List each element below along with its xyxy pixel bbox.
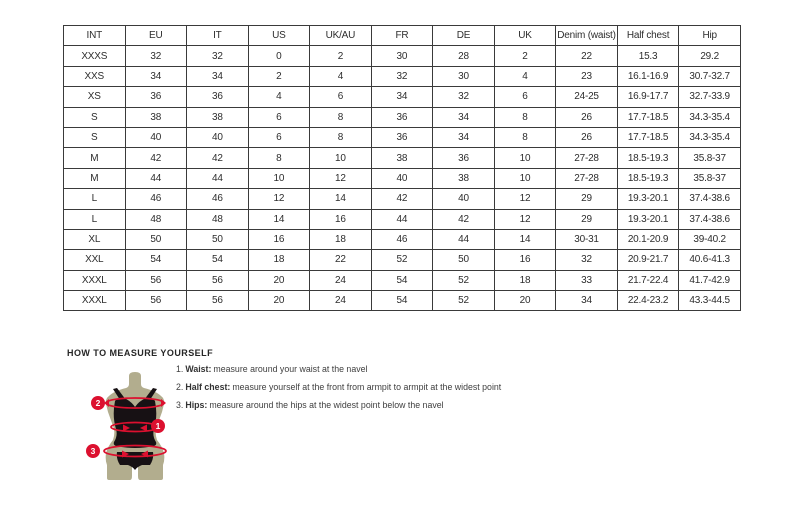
table-cell: 10 bbox=[494, 168, 556, 188]
table-cell: S bbox=[64, 107, 126, 127]
svg-text:3: 3 bbox=[90, 446, 96, 457]
table-cell: 30 bbox=[371, 46, 433, 66]
column-header: UK/AU bbox=[310, 26, 372, 46]
table-cell: 34.3-35.4 bbox=[679, 107, 741, 127]
table-cell: 20 bbox=[248, 270, 310, 290]
table-cell: 40 bbox=[125, 127, 187, 147]
table-cell: 56 bbox=[187, 270, 249, 290]
table-cell: 30 bbox=[433, 66, 495, 86]
table-cell: 2 bbox=[310, 46, 372, 66]
svg-text:2: 2 bbox=[95, 398, 101, 409]
table-row bbox=[64, 229, 741, 249]
table-cell: 32 bbox=[556, 250, 618, 270]
item-text: measure around the hips at the widest point below the navel bbox=[209, 400, 444, 411]
table-cell: 38 bbox=[187, 107, 249, 127]
column-header: Half chest bbox=[617, 26, 679, 46]
table-row bbox=[64, 168, 741, 188]
table-cell: 6 bbox=[248, 107, 310, 127]
column-header: Hip bbox=[679, 26, 741, 46]
table-cell: 39-40.2 bbox=[679, 229, 741, 249]
table-row bbox=[64, 291, 741, 311]
table-cell: 26 bbox=[556, 107, 618, 127]
table-cell: 32 bbox=[125, 46, 187, 66]
table-cell: 16.1-16.9 bbox=[617, 66, 679, 86]
column-header: Denim (waist) bbox=[556, 26, 618, 46]
table-cell: 20 bbox=[248, 291, 310, 311]
column-header: DE bbox=[433, 26, 495, 46]
table-cell: 17.7-18.5 bbox=[617, 107, 679, 127]
list-item bbox=[176, 382, 736, 392]
table-cell: 27-28 bbox=[556, 168, 618, 188]
table-cell: 34 bbox=[371, 87, 433, 107]
table-row bbox=[64, 107, 741, 127]
table-cell: 54 bbox=[187, 250, 249, 270]
table-cell: 16 bbox=[248, 229, 310, 249]
table-cell: 33 bbox=[556, 270, 618, 290]
table-cell: 42 bbox=[433, 209, 495, 229]
item-text: measure yourself at the front from armpit to armpit at the widest point bbox=[232, 382, 502, 393]
table-cell: 21.7-22.4 bbox=[617, 270, 679, 290]
table-row bbox=[64, 46, 741, 66]
table-cell: 56 bbox=[125, 291, 187, 311]
list-item bbox=[176, 364, 736, 374]
table-cell: 22 bbox=[556, 46, 618, 66]
column-header: EU bbox=[125, 26, 187, 46]
table-cell: L bbox=[64, 209, 126, 229]
table-cell: 44 bbox=[187, 168, 249, 188]
table-cell: 15.3 bbox=[617, 46, 679, 66]
table-cell: 10 bbox=[494, 148, 556, 168]
table-cell: 22 bbox=[310, 250, 372, 270]
table-cell: 20.9-21.7 bbox=[617, 250, 679, 270]
svg-text:1: 1 bbox=[155, 421, 161, 432]
table-cell: 30.7-32.7 bbox=[679, 66, 741, 86]
table-cell: 50 bbox=[187, 229, 249, 249]
measure-instructions bbox=[176, 364, 736, 419]
item-number: 3. bbox=[176, 400, 184, 411]
table-cell: 52 bbox=[433, 291, 495, 311]
item-term: Hips: bbox=[185, 400, 208, 411]
table-cell: 38 bbox=[125, 107, 187, 127]
table-cell: 20.1-20.9 bbox=[617, 229, 679, 249]
table-cell: 38 bbox=[433, 168, 495, 188]
table-cell: 19.3-20.1 bbox=[617, 189, 679, 209]
table-cell: 24-25 bbox=[556, 87, 618, 107]
table-cell: 8 bbox=[310, 107, 372, 127]
table-cell: 35.8-37 bbox=[679, 148, 741, 168]
table-row bbox=[64, 209, 741, 229]
table-cell: 42 bbox=[187, 148, 249, 168]
table-cell: 22.4-23.2 bbox=[617, 291, 679, 311]
table-cell: 16 bbox=[310, 209, 372, 229]
table-cell: 2 bbox=[494, 46, 556, 66]
table-cell: 29 bbox=[556, 189, 618, 209]
table-cell: 44 bbox=[371, 209, 433, 229]
measure-section-title: HOW TO MEASURE YOURSELF bbox=[67, 348, 214, 358]
table-cell: 27-28 bbox=[556, 148, 618, 168]
table-cell: 6 bbox=[494, 87, 556, 107]
table-cell: 28 bbox=[433, 46, 495, 66]
table-cell: 32 bbox=[187, 46, 249, 66]
table-cell: 34 bbox=[556, 291, 618, 311]
table-cell: 0 bbox=[248, 46, 310, 66]
table-cell: 46 bbox=[125, 189, 187, 209]
table-cell: 10 bbox=[310, 148, 372, 168]
table-cell: 26 bbox=[556, 127, 618, 147]
badge-waist bbox=[151, 419, 165, 433]
table-cell: XL bbox=[64, 229, 126, 249]
table-cell: 40.6-41.3 bbox=[679, 250, 741, 270]
table-cell: 41.7-42.9 bbox=[679, 270, 741, 290]
table-cell: 32.7-33.9 bbox=[679, 87, 741, 107]
table-cell: 2 bbox=[248, 66, 310, 86]
item-text: measure around your waist at the navel bbox=[213, 364, 368, 374]
table-cell: 34.3-35.4 bbox=[679, 127, 741, 147]
table-cell: 52 bbox=[433, 270, 495, 290]
table-cell: 50 bbox=[125, 229, 187, 249]
table-cell: 4 bbox=[310, 66, 372, 86]
table-row bbox=[64, 148, 741, 168]
table-cell: 34 bbox=[125, 66, 187, 86]
table-cell: 18.5-19.3 bbox=[617, 168, 679, 188]
table-cell: XXL bbox=[64, 250, 126, 270]
table-cell: 12 bbox=[494, 189, 556, 209]
table-cell: 14 bbox=[248, 209, 310, 229]
table-cell: 56 bbox=[125, 270, 187, 290]
table-cell: M bbox=[64, 148, 126, 168]
table-cell: 6 bbox=[310, 87, 372, 107]
table-cell: 34 bbox=[187, 66, 249, 86]
table-cell: XXXL bbox=[64, 270, 126, 290]
table-cell: 18 bbox=[494, 270, 556, 290]
table-cell: 16.9-17.7 bbox=[617, 87, 679, 107]
table-row bbox=[64, 87, 741, 107]
table-cell: XS bbox=[64, 87, 126, 107]
badge-hips bbox=[86, 444, 100, 458]
table-cell: 48 bbox=[125, 209, 187, 229]
table-cell: 30-31 bbox=[556, 229, 618, 249]
column-header: FR bbox=[371, 26, 433, 46]
table-cell: 36 bbox=[125, 87, 187, 107]
table-row bbox=[64, 270, 741, 290]
table-cell: 19.3-20.1 bbox=[617, 209, 679, 229]
table-cell: 24 bbox=[310, 291, 372, 311]
list-item bbox=[176, 400, 736, 410]
badge-chest bbox=[91, 396, 105, 410]
size-conversion-table bbox=[63, 25, 741, 311]
table-cell: 37.4-38.6 bbox=[679, 189, 741, 209]
table-cell: 40 bbox=[187, 127, 249, 147]
item-term: Waist: bbox=[185, 364, 212, 374]
table-cell: 10 bbox=[248, 168, 310, 188]
table-cell: 4 bbox=[494, 66, 556, 86]
table-cell: 34 bbox=[433, 127, 495, 147]
table-cell: 14 bbox=[494, 229, 556, 249]
table-cell: 18.5-19.3 bbox=[617, 148, 679, 168]
table-row bbox=[64, 66, 741, 86]
table-cell: 29 bbox=[556, 209, 618, 229]
table-cell: L bbox=[64, 189, 126, 209]
table-cell: 29.2 bbox=[679, 46, 741, 66]
table-cell: 12 bbox=[248, 189, 310, 209]
table-cell: 8 bbox=[494, 107, 556, 127]
table-cell: 46 bbox=[371, 229, 433, 249]
size-table-body bbox=[64, 46, 741, 311]
table-cell: 24 bbox=[310, 270, 372, 290]
column-header: INT bbox=[64, 26, 126, 46]
table-cell: 18 bbox=[248, 250, 310, 270]
table-cell: 54 bbox=[371, 291, 433, 311]
table-cell: 8 bbox=[248, 148, 310, 168]
table-cell: 4 bbox=[248, 87, 310, 107]
table-cell: 37.4-38.6 bbox=[679, 209, 741, 229]
table-cell: 44 bbox=[433, 229, 495, 249]
table-cell: 36 bbox=[433, 148, 495, 168]
table-row bbox=[64, 127, 741, 147]
item-term: Half chest: bbox=[185, 382, 231, 393]
table-cell: S bbox=[64, 127, 126, 147]
table-cell: 32 bbox=[433, 87, 495, 107]
table-cell: 23 bbox=[556, 66, 618, 86]
table-cell: 42 bbox=[125, 148, 187, 168]
table-cell: 38 bbox=[371, 148, 433, 168]
table-cell: 35.8-37 bbox=[679, 168, 741, 188]
table-cell: 12 bbox=[310, 168, 372, 188]
table-cell: XXS bbox=[64, 66, 126, 86]
table-cell: 32 bbox=[371, 66, 433, 86]
item-number: 1. bbox=[176, 364, 184, 374]
table-cell: 8 bbox=[494, 127, 556, 147]
table-cell: 43.3-44.5 bbox=[679, 291, 741, 311]
table-cell: XXXL bbox=[64, 291, 126, 311]
table-cell: 8 bbox=[310, 127, 372, 147]
table-row bbox=[64, 250, 741, 270]
table-cell: 20 bbox=[494, 291, 556, 311]
table-cell: 18 bbox=[310, 229, 372, 249]
table-cell: 54 bbox=[125, 250, 187, 270]
column-header: US bbox=[248, 26, 310, 46]
table-cell: 40 bbox=[433, 189, 495, 209]
column-header: IT bbox=[187, 26, 249, 46]
table-cell: 44 bbox=[125, 168, 187, 188]
table-cell: 16 bbox=[494, 250, 556, 270]
table-cell: 48 bbox=[187, 209, 249, 229]
table-cell: 14 bbox=[310, 189, 372, 209]
table-cell: 12 bbox=[494, 209, 556, 229]
table-cell: 50 bbox=[433, 250, 495, 270]
table-cell: 40 bbox=[371, 168, 433, 188]
table-row bbox=[64, 189, 741, 209]
table-cell: XXXS bbox=[64, 46, 126, 66]
table-cell: 54 bbox=[371, 270, 433, 290]
table-cell: 56 bbox=[187, 291, 249, 311]
column-header: UK bbox=[494, 26, 556, 46]
table-cell: 6 bbox=[248, 127, 310, 147]
table-cell: 36 bbox=[187, 87, 249, 107]
table-cell: 34 bbox=[433, 107, 495, 127]
table-cell: M bbox=[64, 168, 126, 188]
table-cell: 42 bbox=[371, 189, 433, 209]
table-cell: 36 bbox=[371, 107, 433, 127]
size-table-head-row bbox=[64, 26, 741, 46]
table-cell: 36 bbox=[371, 127, 433, 147]
table-cell: 17.7-18.5 bbox=[617, 127, 679, 147]
table-cell: 46 bbox=[187, 189, 249, 209]
item-number: 2. bbox=[176, 382, 184, 393]
table-cell: 52 bbox=[371, 250, 433, 270]
